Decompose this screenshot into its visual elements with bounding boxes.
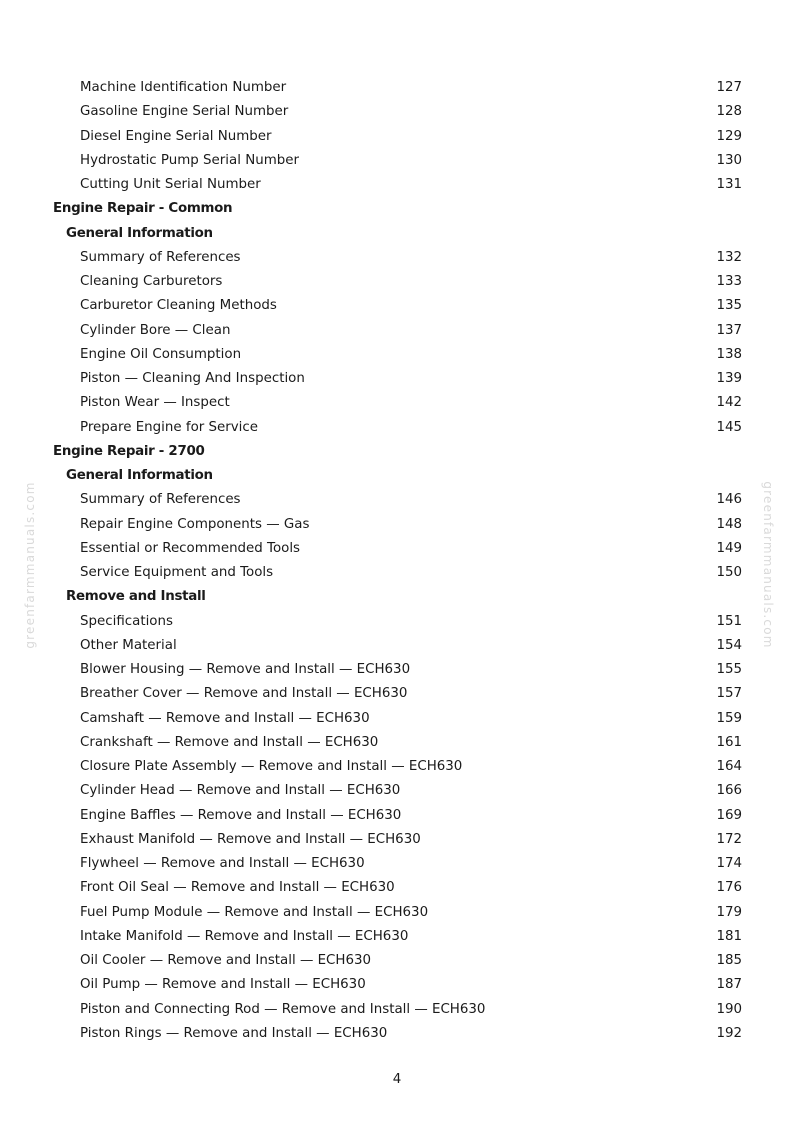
toc-entry-label: Essential or Recommended Tools [80,540,301,556]
toc-entry-label: Flywheel — Remove and Install — ECH630 [80,856,365,871]
toc-entry-label: Machine Identification Number [80,80,287,95]
toc-entry-label: Summary of References [80,249,241,265]
toc-entry[interactable] [0,488,794,512]
toc-entry-page: 164 [716,759,742,774]
toc-entry[interactable] [0,973,794,997]
toc-entry[interactable] [0,537,794,561]
toc-entry-page: 174 [716,856,742,871]
toc-entry-page: 190 [716,1001,742,1017]
toc-entry-page: 148 [716,516,742,532]
toc-entry-label: Cutting Unit Serial Number [80,177,261,192]
toc-entry[interactable] [0,1022,794,1046]
toc-entry[interactable] [0,779,794,803]
toc-entry-label: Piston Wear — Inspect [80,395,230,411]
toc-entry-label: Piston — Cleaning And Inspection [80,371,305,386]
toc-entry-page: 192 [716,1025,742,1041]
toc-entry[interactable] [0,804,794,828]
watermark-right: greenfarmmanuals.com [761,481,775,649]
toc-entry-page: 127 [716,80,742,95]
toc-entry-label: Closure Plate Assembly — Remove and Install — ECH630 [80,759,463,774]
toc-entry[interactable] [0,876,794,900]
toc-entry-label: Engine Repair - Common [53,201,233,217]
toc-entry-label: Prepare Engine for Service [80,419,259,435]
toc-entry-label: Intake Manifold — Remove and Install — ECH630 [80,928,409,944]
toc-entry-label: Exhaust Manifold — Remove and Install — ECH630 [80,831,421,847]
toc-entry-page: 154 [716,637,742,653]
toc-entry[interactable] [0,610,794,634]
toc-entry-label: Cleaning Carburetors [80,274,223,289]
toc-entry[interactable] [0,634,794,658]
toc-entry-page: 133 [716,274,742,289]
toc-entry[interactable] [0,731,794,755]
toc-entry-page: 150 [716,565,742,580]
toc-entry-label: Front Oil Seal — Remove and Install — ECH630 [80,880,395,896]
toc-entry-label: General Information [66,225,213,241]
toc-entry-page: 128 [716,104,742,120]
toc-entry[interactable] [0,319,794,343]
toc-entry[interactable] [0,707,794,731]
toc-entry-page: 169 [716,807,742,823]
toc-entry[interactable] [0,416,794,440]
toc-entry-page: 146 [716,492,742,508]
toc-entry[interactable] [0,246,794,270]
toc-entry-page: 159 [716,710,742,726]
toc-entry-page: 166 [716,783,742,799]
toc-entry-label: Summary of References [80,492,241,508]
toc-entry-page: 132 [716,249,742,265]
toc-entry-page: 187 [716,977,742,993]
toc-entry[interactable] [0,173,794,197]
toc-entry-page: 176 [716,880,742,896]
toc-entry[interactable] [0,901,794,925]
toc-entry-label: Engine Repair - 2700 [53,443,205,459]
toc-entry-label: Blower Housing — Remove and Install — ECH630 [80,662,411,677]
toc-entry-page: 172 [716,831,742,847]
toc-subsection-heading [0,464,794,488]
toc-entry-label: Repair Engine Components — Gas [80,516,310,532]
toc-entry-page: 130 [716,152,742,168]
toc-entry-page: 135 [716,298,742,314]
toc-entry-label: Engine Oil Consumption [80,346,242,362]
toc-entry-page: 185 [716,953,742,968]
toc-entry-label: Oil Cooler — Remove and Install — ECH630 [80,953,372,968]
toc-entry-page: 129 [716,128,742,144]
toc-entry-label: Hydrostatic Pump Serial Number [80,152,299,168]
toc-entry-label: Breather Cover — Remove and Install — ECH630 [80,686,408,702]
toc-section-heading [0,197,794,221]
toc-entry[interactable] [0,852,794,876]
toc-entry-label: Piston Rings — Remove and Install — ECH630 [80,1025,388,1041]
toc-entry-label: Piston and Connecting Rod — Remove and Install — ECH630 [80,1001,486,1017]
toc-entry-label: Specifications [80,613,173,629]
toc-entry-label: Service Equipment and Tools [80,565,274,580]
toc-subsection-heading [0,222,794,246]
toc-entry-label: Camshaft — Remove and Install — ECH630 [80,710,370,726]
toc-entry-page: 155 [716,662,742,677]
toc-entry[interactable] [0,658,794,682]
toc-entry-label: Carburetor Cleaning Methods [80,298,277,314]
toc-entry[interactable] [0,149,794,173]
toc-entry-page: 138 [716,346,742,362]
toc-entry-label: Fuel Pump Module — Remove and Install — ECH630 [80,904,429,920]
toc-entry[interactable] [0,925,794,949]
toc-section-heading [0,440,794,464]
toc-entry[interactable] [0,561,794,585]
toc-entry[interactable] [0,343,794,367]
toc-entry[interactable] [0,270,794,294]
toc-entry-label: General Information [66,468,213,483]
toc-subsection-heading [0,585,794,609]
toc-entry-label: Diesel Engine Serial Number [80,128,272,144]
watermark-left: greenfarmmanuals.com [23,481,37,649]
toc-entry-page: 131 [716,177,742,192]
toc-entry-page: 145 [716,419,742,435]
toc-entry-label: Oil Pump — Remove and Install — ECH630 [80,977,366,993]
toc-entry[interactable] [0,125,794,149]
toc-entry-page: 181 [716,928,742,944]
toc-entry-page: 137 [716,322,742,338]
toc-entry-page: 157 [716,686,742,702]
toc-entry[interactable] [0,100,794,124]
page-number: 4 [392,1072,402,1087]
toc-entry-label: Other Material [80,637,177,653]
toc-entry-label: Cylinder Bore — Clean [80,322,231,338]
toc-entry[interactable] [0,949,794,973]
toc-entry[interactable] [0,294,794,318]
toc-entry[interactable] [0,513,794,537]
toc-entry-page: 142 [716,395,742,411]
toc-entry[interactable] [0,998,794,1022]
toc-entry-page: 149 [716,540,742,556]
toc-entry[interactable] [0,755,794,779]
toc-entry-label: Engine Baffles — Remove and Install — ECH630 [80,807,402,823]
toc-entry-label: Crankshaft — Remove and Install — ECH630 [80,734,379,750]
toc-entry-page: 139 [716,371,742,386]
toc-entry[interactable] [0,367,794,391]
toc-entry-label: Remove and Install [66,589,206,605]
toc-entry-page: 161 [716,734,742,750]
toc-entry[interactable] [0,682,794,706]
toc-entry-label: Cylinder Head — Remove and Install — ECH630 [80,783,401,799]
toc-entry[interactable] [0,76,794,100]
toc-entry-page: 151 [716,613,742,629]
toc-entry[interactable] [0,391,794,415]
toc-entry-label: Gasoline Engine Serial Number [80,104,289,120]
table-of-contents [0,76,794,1046]
toc-entry[interactable] [0,828,794,852]
toc-entry-page: 179 [716,904,742,920]
